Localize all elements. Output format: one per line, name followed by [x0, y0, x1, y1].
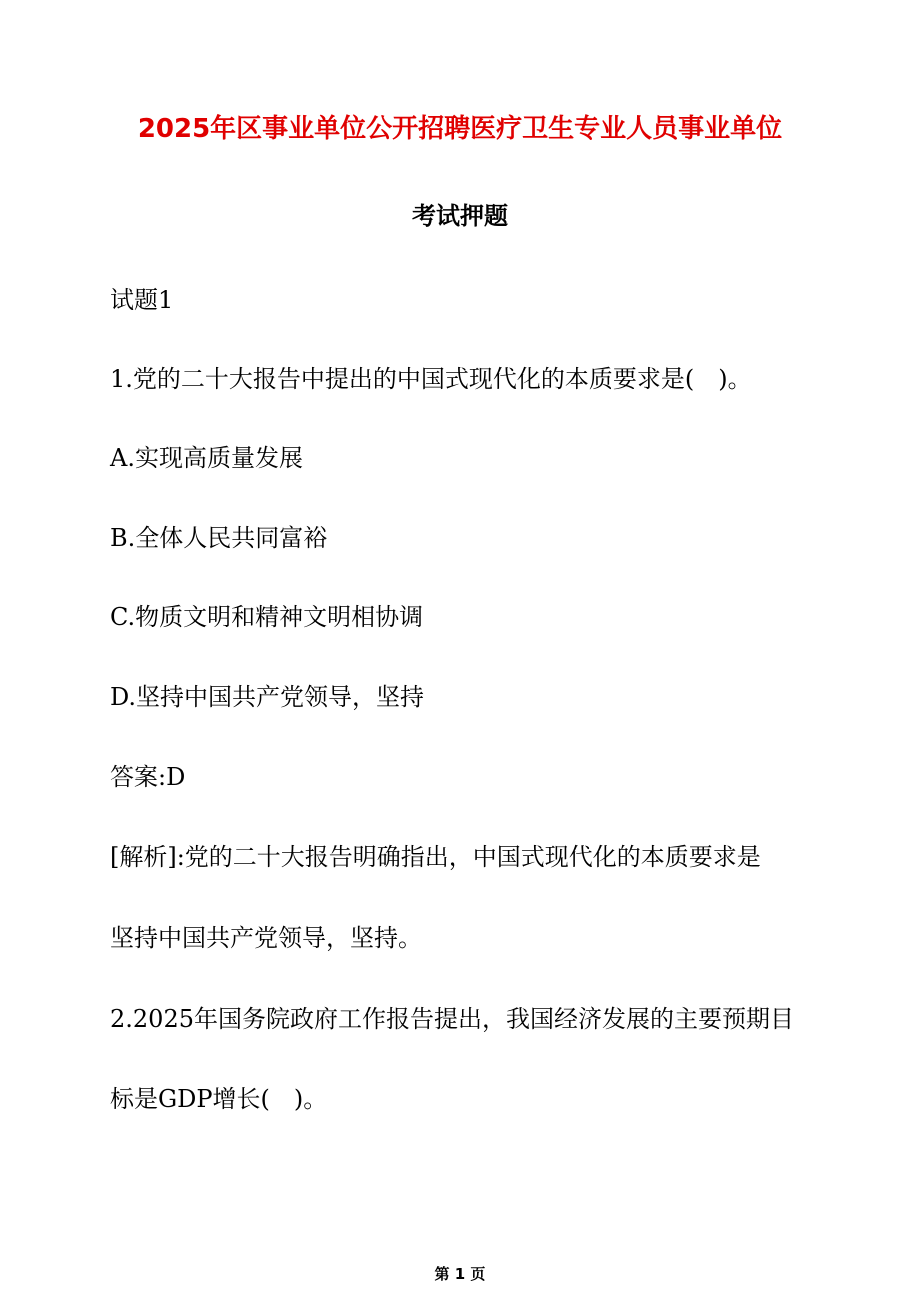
question-2-stem-line-2: 标是GDP增长( )。: [110, 1085, 328, 1113]
question-1-option-b: B.全体人民共同富裕: [110, 524, 328, 552]
question-1-answer: 答案:D: [110, 763, 186, 791]
document-title-line-1: 2025年区事业单位公开招聘医疗卫生专业人员事业单位: [137, 114, 783, 144]
question-2-stem-line-1: 2.2025年国务院政府工作报告提出，我国经济发展的主要预期目: [110, 1005, 794, 1033]
section-label: 试题1: [110, 286, 174, 314]
question-1-stem: 1.党的二十大报告中提出的中国式现代化的本质要求是( )。: [110, 365, 752, 393]
question-1-option-d: D.坚持中国共产党领导，坚持: [110, 683, 425, 711]
question-1-option-a: A.实现高质量发展: [110, 444, 303, 472]
document-title-line-2: 考试押题: [412, 202, 508, 230]
question-1-option-c: C.物质文明和精神文明相协调: [110, 603, 424, 631]
question-1-analysis-line-1: [解析]:党的二十大报告明确指出，中国式现代化的本质要求是: [110, 843, 761, 871]
page-number: 第 1 页: [434, 1265, 486, 1283]
question-1-analysis-line-2: 坚持中国共产党领导，坚持。: [110, 924, 422, 952]
